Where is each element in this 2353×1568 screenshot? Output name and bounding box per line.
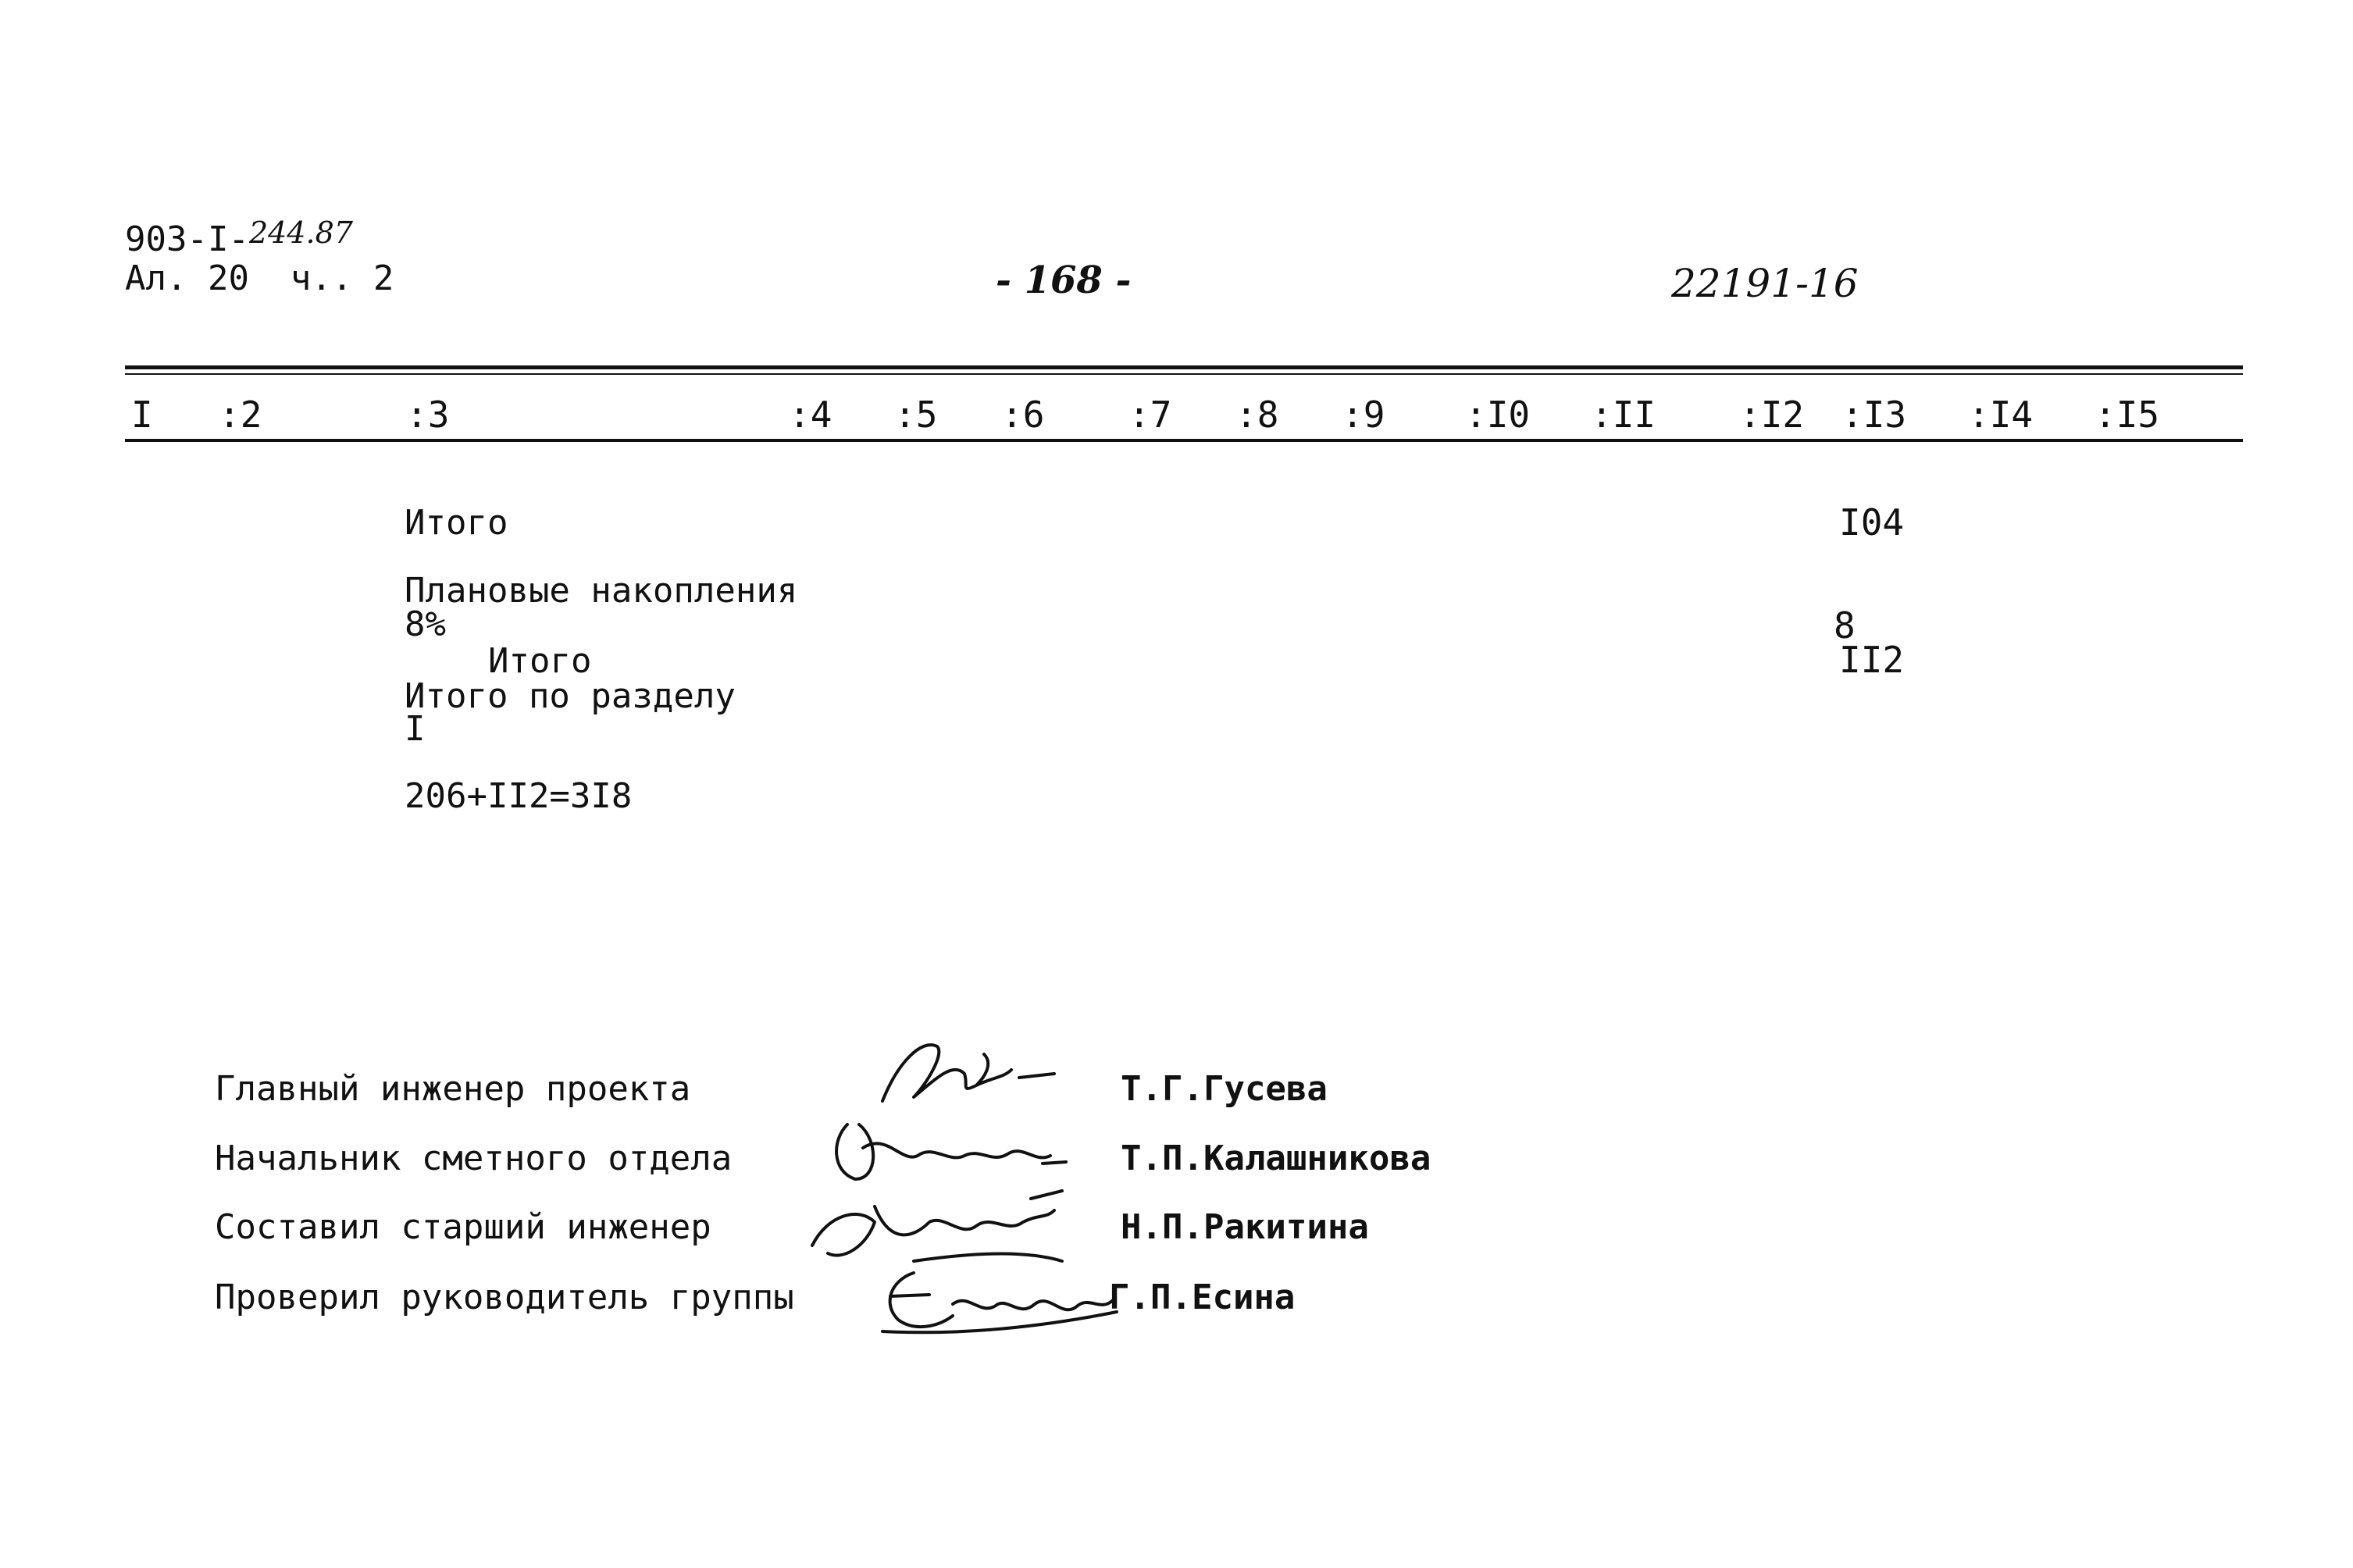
document-code-prefix: 903-I-: [125, 219, 249, 259]
column-number-15: :I5: [2095, 394, 2160, 436]
column-number-5: :5: [894, 394, 938, 436]
column-number-13: :I3: [1841, 394, 1907, 436]
signature-name-senior-engineer: Н.П.Ракитина: [1121, 1207, 1369, 1247]
itogo-label: Итого: [405, 503, 508, 543]
signature-role-senior-engineer: Составил старший инженер: [215, 1207, 711, 1247]
itogo-value: I04: [1839, 501, 1905, 543]
planned-accumulations-value: 8: [1834, 604, 1856, 647]
signature-name-group-leader: Г.П.Есина: [1109, 1278, 1296, 1317]
section-formula: 206+II2=3I8: [405, 776, 633, 816]
inventory-number: 22191-16: [1671, 261, 1859, 306]
subtotal-value: II2: [1839, 639, 1905, 681]
document-code-handwritten: 244.87: [248, 216, 353, 250]
planned-accumulations-label-line2: 8%: [405, 604, 446, 644]
column-number-3: :3: [406, 394, 450, 436]
column-number-6: :6: [1001, 394, 1045, 436]
signature-name-estimate-head: Т.П.Калашникова: [1121, 1139, 1431, 1178]
column-number-11: :II: [1591, 394, 1656, 436]
column-number-9: :9: [1342, 394, 1385, 436]
column-number-7: :7: [1128, 394, 1172, 436]
column-number-12: :I2: [1739, 394, 1805, 436]
column-number-2: :2: [219, 394, 262, 436]
subtotal-label: Итого: [488, 641, 592, 681]
album-part-line: Ал. 20 ч.. 2: [125, 258, 394, 298]
table-top-rule: [125, 365, 2243, 369]
section-total-label-line1: Итого по разделу: [405, 676, 736, 716]
column-number-4: :4: [789, 394, 832, 436]
page-number: - 168 -: [996, 258, 1132, 302]
column-number-8: :8: [1235, 394, 1279, 436]
column-number-1: I: [131, 394, 153, 436]
column-number-10: :I0: [1465, 394, 1531, 436]
signature-role-chief-engineer: Главный инженер проекта: [215, 1069, 691, 1109]
column-number-14: :I4: [1968, 394, 2034, 436]
signature-role-group-leader: Проверил руководитель группы: [215, 1278, 794, 1317]
table-top-rule-thin: [125, 373, 2243, 375]
handwritten-signature-4: [867, 1257, 1125, 1343]
signature-name-chief-engineer: Т.Г.Гусева: [1121, 1069, 1328, 1109]
document-code: [125, 216, 353, 259]
table-header-bottom-rule: [125, 439, 2243, 442]
signature-role-estimate-head: Начальник сметного отдела: [215, 1139, 733, 1178]
section-total-label-line2: I: [405, 709, 426, 749]
planned-accumulations-label-line1: Плановые накопления: [405, 571, 798, 611]
